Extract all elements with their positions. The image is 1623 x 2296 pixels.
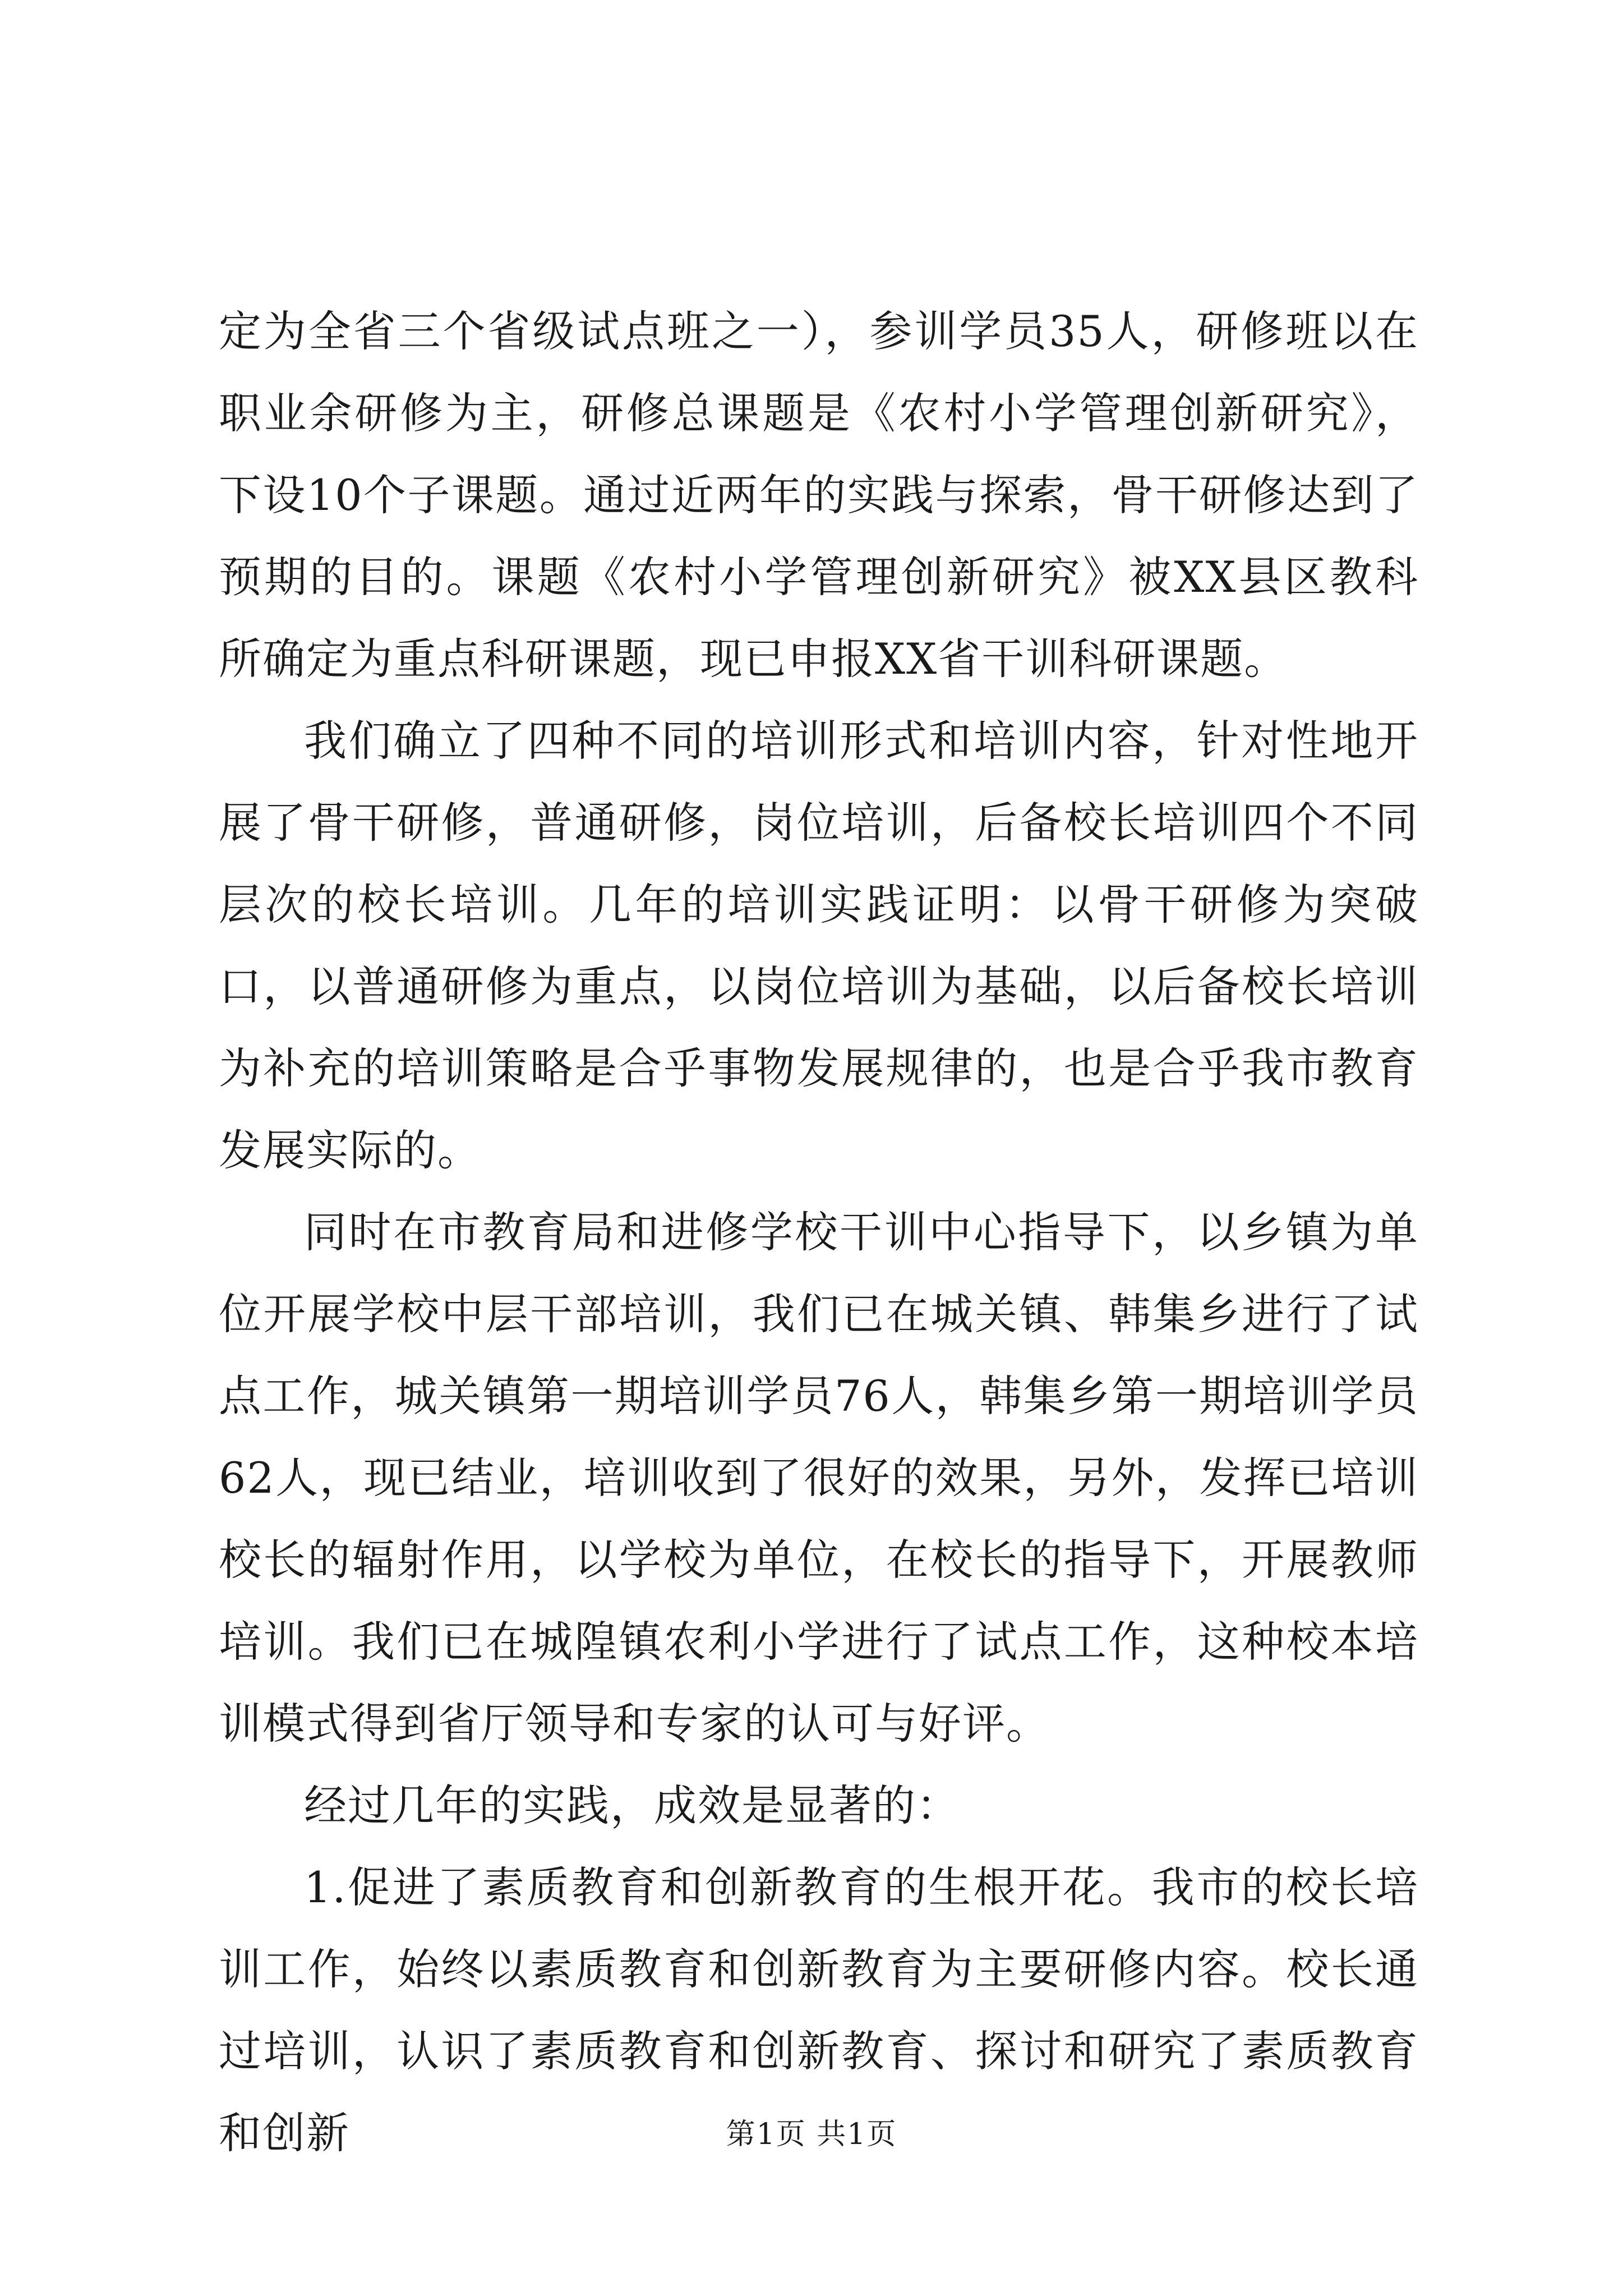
paragraph-2: 我们确立了四种不同的培训形式和培训内容，针对性地开展了骨干研修，普通研修，岗位培训，后备校长培训四个不同层次的校长培训。几年的培训实践证明：以骨干研修为突破口，以普通研修为重点，以岗位培训为基础，以后备校长培训为补充的培训策略是合乎事物发展规律的，也是合乎我市教育发展实际的。 (219, 716, 1419, 1175)
paragraph-4: 经过几年的实践，成效是显著的： (304, 1780, 960, 1830)
paragraph-3: 同时在市教育局和进修学校干训中心指导下，以乡镇为单位开展学校中层干部培训，我们已在城关镇、韩集乡进行了试点工作，城关镇第一期培训学员76人，韩集乡第一期培训学员62人，现已结业，培训收到了很好的效果，另外，发挥已培训校长的辐射作用，以学校为单位，在校长的指导下，开展教师培训。我们已在城隍镇农利小学进行了试点工作，这种校本培训模式得到省厅领导和专家的认可与好评。 (219, 1207, 1419, 1749)
paragraph-1: 定为全省三个省级试点班之一），参训学员35人，研修班以在职业余研修为主，研修总课题是《农村小学管理创新研究》，下设10个子课题。通过近两年的实践与探索，骨干研修达到了预期的目的。课题《农村小学管理创新研究》被XX县区教科所确定为重点科研课题，现已申报XX省干训科研课题。 (219, 306, 1419, 684)
paragraph-5: 1.促进了素质教育和创新教育的生根开花。我市的校长培训工作，始终以素质教育和创新教育为主要研修内容。校长通过培训，认识了素质教育和创新教育、探讨和研究了素质教育和创新 (219, 1862, 1419, 2158)
document-body (219, 291, 1419, 2174)
page-footer: 第1页 共1页 (726, 2118, 897, 2151)
